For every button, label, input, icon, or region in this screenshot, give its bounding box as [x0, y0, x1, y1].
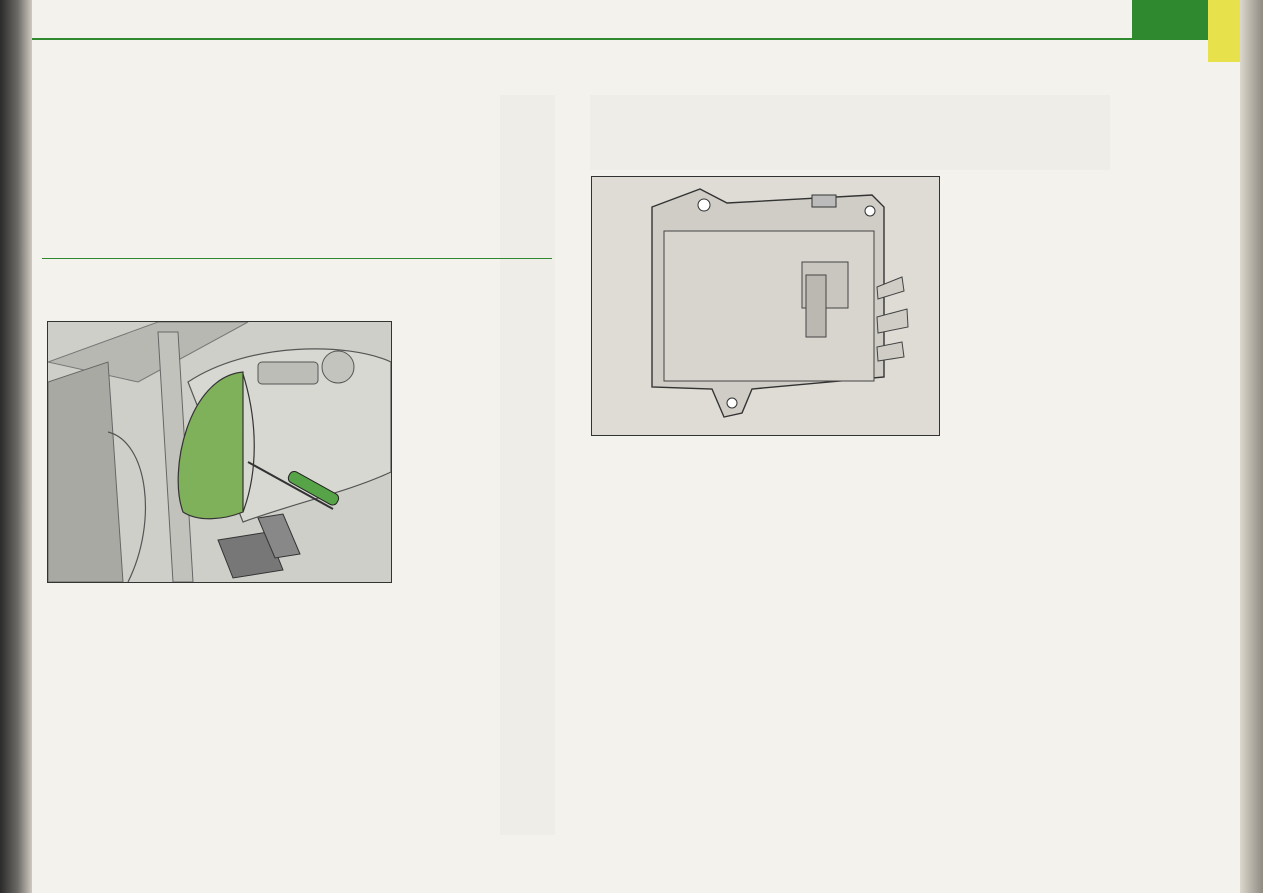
fuse-panel-illustration: [592, 177, 939, 435]
bleed-through-block-top-right: [590, 95, 1110, 170]
dashboard-illustration: [48, 322, 391, 582]
figure-276-fuse-panel: [591, 176, 940, 436]
page-number: [1132, 0, 1208, 40]
page-edge-shadow: [1240, 0, 1263, 893]
bleed-through-column-left: [500, 95, 555, 835]
header-rule: [32, 38, 1132, 40]
book-spine-shadow: [0, 0, 32, 893]
figure-275-dashboard-cover: [47, 321, 392, 583]
subsection-rule: [42, 258, 552, 259]
